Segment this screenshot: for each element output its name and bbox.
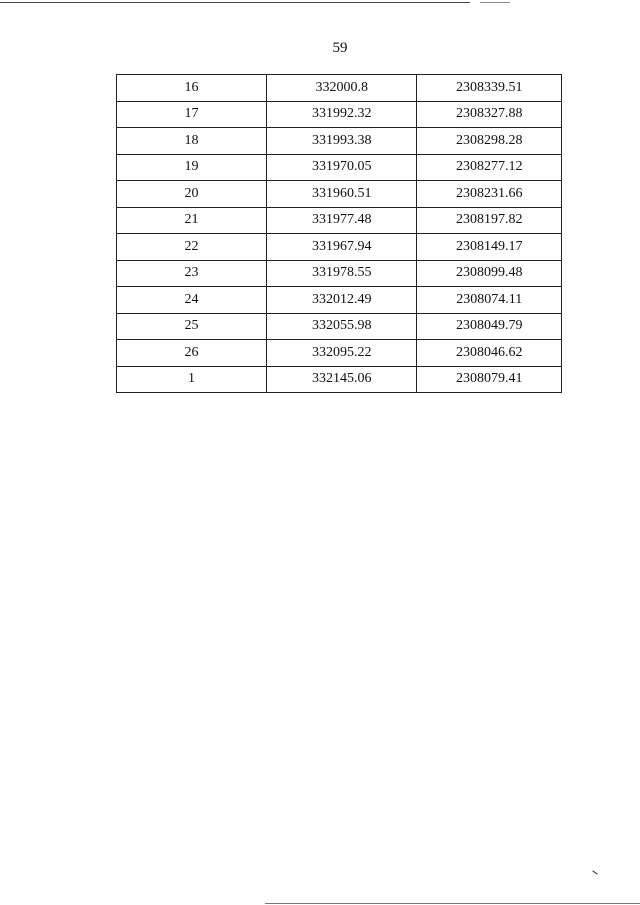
table-row xyxy=(117,260,562,287)
table-row xyxy=(117,154,562,181)
table-row xyxy=(117,287,562,314)
y-coordinate-cell: 2308046.62 xyxy=(417,340,562,367)
page-number: 59 xyxy=(332,40,348,56)
table-row xyxy=(117,101,562,128)
scan-edge-top xyxy=(0,2,470,3)
point-number-cell: 23 xyxy=(117,260,267,287)
y-coordinate-cell: 2308298.28 xyxy=(417,128,562,155)
x-coordinate-cell: 331992.32 xyxy=(267,101,417,128)
point-number-cell: 16 xyxy=(117,75,267,102)
x-coordinate-cell: 332095.22 xyxy=(267,340,417,367)
table-row xyxy=(117,181,562,208)
y-coordinate-cell: 2308079.41 xyxy=(417,366,562,393)
y-coordinate-cell: 2308339.51 xyxy=(417,75,562,102)
x-coordinate-cell: 331960.51 xyxy=(267,181,417,208)
scan-edge-top-fragment xyxy=(480,2,510,3)
y-coordinate-cell: 2308049.79 xyxy=(417,313,562,340)
y-coordinate-cell: 2308099.48 xyxy=(417,260,562,287)
y-coordinate-cell: 2308231.66 xyxy=(417,181,562,208)
y-coordinate-cell: 2308327.88 xyxy=(417,101,562,128)
x-coordinate-cell: 331993.38 xyxy=(267,128,417,155)
point-number-cell: 25 xyxy=(117,313,267,340)
table-row xyxy=(117,75,562,102)
point-number-cell: 18 xyxy=(117,128,267,155)
x-coordinate-cell: 332145.06 xyxy=(267,366,417,393)
table-row xyxy=(117,234,562,261)
x-coordinate-cell: 331970.05 xyxy=(267,154,417,181)
scan-edge-bottom xyxy=(265,903,640,904)
x-coordinate-cell: 331967.94 xyxy=(267,234,417,261)
y-coordinate-cell: 2308197.82 xyxy=(417,207,562,234)
x-coordinate-cell: 331977.48 xyxy=(267,207,417,234)
y-coordinate-cell: 2308074.11 xyxy=(417,287,562,314)
point-number-cell: 26 xyxy=(117,340,267,367)
y-coordinate-cell: 2308149.17 xyxy=(417,234,562,261)
y-coordinate-cell: 2308277.12 xyxy=(417,154,562,181)
table-row xyxy=(117,366,562,393)
scan-artifact-mark xyxy=(592,870,597,874)
x-coordinate-cell: 332000.8 xyxy=(267,75,417,102)
table-row xyxy=(117,313,562,340)
x-coordinate-cell: 332012.49 xyxy=(267,287,417,314)
point-number-cell: 24 xyxy=(117,287,267,314)
x-coordinate-cell: 331978.55 xyxy=(267,260,417,287)
point-number-cell: 17 xyxy=(117,101,267,128)
point-number-cell: 22 xyxy=(117,234,267,261)
point-number-cell: 21 xyxy=(117,207,267,234)
table-row xyxy=(117,207,562,234)
point-number-cell: 19 xyxy=(117,154,267,181)
point-number-cell: 1 xyxy=(117,366,267,393)
point-number-cell: 20 xyxy=(117,181,267,208)
x-coordinate-cell: 332055.98 xyxy=(267,313,417,340)
coordinates-table xyxy=(116,74,562,393)
table-row xyxy=(117,128,562,155)
table-row xyxy=(117,340,562,367)
